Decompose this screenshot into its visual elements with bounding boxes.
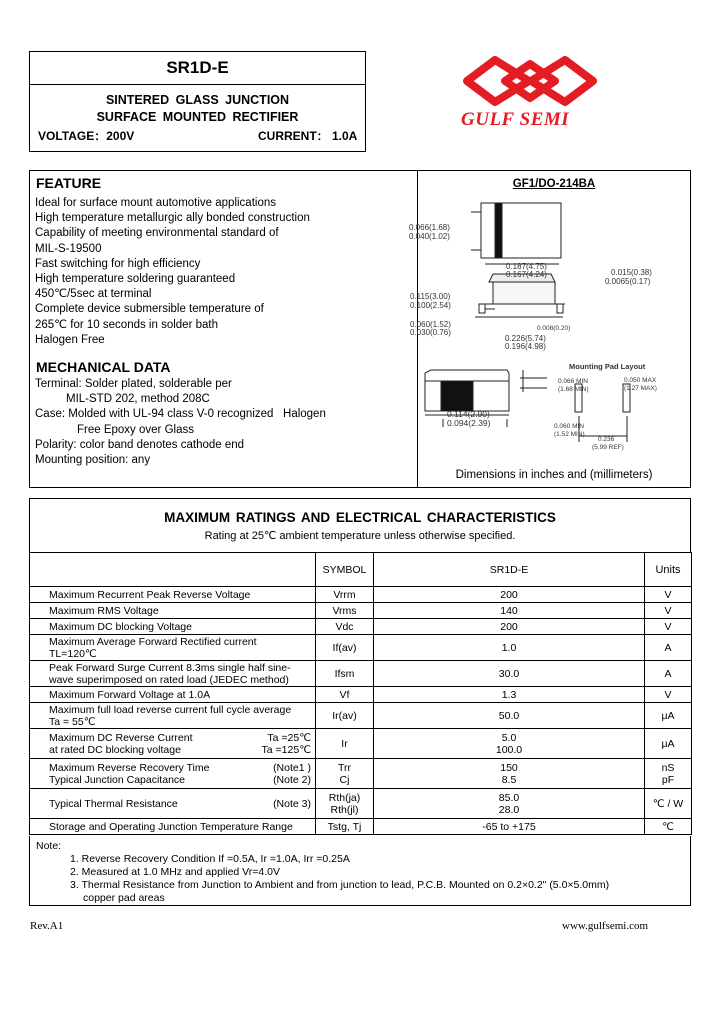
condition-text: (Note1 ) (273, 761, 311, 774)
symbol-cell: Vf (316, 687, 374, 703)
value-line: 100.0 (495, 743, 523, 756)
symbol-cell: If(av) (316, 635, 374, 661)
part-number: SR1D-E (166, 58, 229, 77)
dim-label: 0.008(0.20) (537, 325, 571, 332)
parameter-line: Peak Forward Surge Current 8.3ms single half sine- (49, 661, 291, 674)
ratings-table (29, 552, 692, 835)
feature-item: MIL-S-19500 (35, 242, 102, 255)
table-header-cell: SYMBOL (316, 553, 374, 587)
note-item: 1. Reverse Recovery Condition If =0.5A, Ir =1.0A, Irr =0.25A (70, 853, 350, 865)
parameter-line (49, 762, 311, 774)
dim-label: 0.167(4.24) (506, 270, 547, 279)
value-line: 5.0 (501, 731, 517, 744)
dim-label: 0.187(4.75) (506, 262, 547, 271)
value-cell: 30.0 (374, 661, 645, 687)
note-item: copper pad areas (83, 892, 165, 904)
parameter-line: Maximum full load reverse current full cycle average (49, 703, 292, 716)
parameter-cell (30, 729, 316, 759)
table-row (30, 603, 692, 619)
feature-item: Fast switching for high efficiency (35, 257, 201, 270)
parameter-text: Typical Thermal Resistance (49, 797, 178, 810)
feature-item: High temperature metallurgic ally bonded construction (35, 212, 310, 225)
unit-cell: V (645, 603, 692, 619)
unit-cell: μA (645, 703, 692, 729)
value-line: 28.0 (498, 803, 520, 816)
symbol-line: Trr (337, 761, 352, 774)
parameter-cell (30, 635, 316, 661)
unit-cell: ℃ (645, 819, 692, 835)
symbol-line: Rth(jl) (330, 803, 359, 816)
dim-label: 0.226(5.74) (505, 334, 546, 343)
pad-title: Mounting Pad Layout (569, 362, 646, 371)
value-cell: 50.0 (374, 703, 645, 729)
value-line: 85.0 (498, 791, 520, 804)
table-row (30, 635, 692, 661)
parameter-cell (30, 661, 316, 687)
table-row (30, 729, 692, 759)
feature-box (29, 170, 691, 488)
parameter-cell: Maximum Recurrent Peak Reverse Voltage (30, 587, 316, 603)
ratings-header-box (29, 498, 691, 553)
package-end-view-drawing (519, 368, 549, 398)
unit-line: nS (661, 761, 675, 774)
feature-item: High temperature soldering guaranteed (35, 273, 236, 286)
parameter-line: wave superimposed on rated load (JEDEC method) (49, 673, 289, 686)
unit-cell: V (645, 587, 692, 603)
package-caption: Dimensions in inches and (millimeters) (455, 469, 653, 481)
dim-label: 0.040(1.02) (409, 232, 450, 241)
feature-list (35, 196, 415, 348)
mechanical-list (35, 377, 417, 468)
unit-line: pF (661, 773, 675, 786)
subtitle-line1: SINTERED GLASS JUNCTION (105, 93, 290, 107)
symbol-cell: Tstg, Tj (316, 819, 374, 835)
header-divider (30, 84, 365, 85)
symbol-cell: Ifsm (316, 661, 374, 687)
feature-item: Halogen Free (35, 333, 105, 346)
notes-label: Note: (36, 840, 62, 852)
mechanical-line: Terminal: Solder plated, solderable per (35, 378, 232, 390)
condition-text: (Note 2) (273, 773, 311, 786)
mechanical-line: MIL-STD 202, method 208C (66, 393, 210, 406)
dim-label: 0.030(0.76) (410, 328, 451, 337)
website-link[interactable]: www.gulfsemi.com (562, 920, 649, 932)
value-cell: 200 (374, 619, 645, 635)
ratings-subtitle: Rating at 25℃ ambient temperature unless otherwise specified. (204, 530, 516, 542)
dim-label: 0.066(1.68) (409, 223, 450, 232)
unit-cell (645, 759, 692, 789)
table-header-row (30, 553, 692, 587)
value-line: 150 (500, 761, 518, 774)
dim-label: 0.236 (598, 436, 615, 443)
table-row (30, 819, 692, 835)
subtitle-line2: SURFACE MOUNTED RECTIFIER (96, 110, 299, 124)
symbol-line: Rth(ja) (328, 791, 361, 804)
dim-label: 0.196(4.98) (505, 342, 546, 351)
dim-label: 0.066 MIN (558, 378, 588, 385)
table-header-cell: Units (645, 553, 692, 587)
symbol-cell (316, 789, 374, 819)
parameter-cell: Maximum DC blocking Voltage (30, 619, 316, 635)
parameter-line: Ta = 55℃ (49, 715, 96, 728)
condition-text: Ta =25℃ (267, 731, 311, 744)
value-cell: 1.0 (374, 635, 645, 661)
symbol-cell: Vrms (316, 603, 374, 619)
feature-item: Ideal for surface mount automotive applications (35, 197, 276, 209)
symbol-cell: Ir(av) (316, 703, 374, 729)
unit-cell: A (645, 661, 692, 687)
header-box (29, 51, 366, 152)
parameter-cell (30, 703, 316, 729)
parameter-line: Maximum Average Forward Rectified current (49, 635, 257, 648)
note-item: 2. Measured at 1.0 MHz and applied Vr=4.0V (70, 866, 281, 878)
table-row (30, 703, 692, 729)
condition-text: (Note 3) (273, 797, 311, 810)
symbol-cell: Vrrm (316, 587, 374, 603)
table-header-cell (30, 553, 316, 587)
mechanical-line: Mounting position: any (35, 454, 151, 467)
dim-label: 0.050 MAX (624, 377, 657, 384)
parameter-cell: Maximum RMS Voltage (30, 603, 316, 619)
symbol-cell (316, 759, 374, 789)
value-cell (374, 759, 645, 789)
notes-box (29, 836, 691, 906)
parameter-line (49, 732, 311, 744)
mechanical-line: Free Epoxy over Glass (77, 423, 194, 436)
logo-mark-icon (455, 52, 605, 110)
parameter-line (49, 798, 311, 810)
table-row (30, 587, 692, 603)
gulf-semi-logo (455, 52, 605, 132)
value-cell (374, 729, 645, 759)
parameter-line (49, 744, 311, 756)
ratings-title: MAXIMUM RATINGS AND ELECTRICAL CHARACTERISTICS (164, 510, 556, 525)
table-row (30, 619, 692, 635)
dim-label: 0.0065(0.17) (605, 277, 651, 286)
unit-cell: μA (645, 729, 692, 759)
mechanical-title: MECHANICAL DATA (36, 359, 171, 375)
parameter-line (49, 774, 311, 786)
parameter-cell (30, 759, 316, 789)
feature-item: Complete device submersible temperature of (35, 303, 264, 316)
feature-item: 265℃ for 10 seconds in solder bath (35, 318, 218, 331)
unit-cell: A (645, 635, 692, 661)
dim-label: (5.99 REF) (592, 444, 624, 451)
value-cell: 140 (374, 603, 645, 619)
symbol-line: Cj (339, 773, 350, 786)
parameter-text: at rated DC blocking voltage (49, 743, 181, 756)
dim-label: 0.060(1.52) (410, 320, 451, 329)
feature-item: 450℃/5sec at terminal (35, 288, 152, 301)
mechanical-line: Case: Molded with UL-94 class V-0 recognized Halogen (35, 408, 326, 421)
parameter-text: Typical Junction Capacitance (49, 773, 185, 786)
value-cell: 1.3 (374, 687, 645, 703)
symbol-cell: Vdc (316, 619, 374, 635)
note-item: 3. Thermal Resistance from Junction to Ambient and from junction to lead, P.C.B. Mounted on 0.2×0.2" (5.0×5.0mm) (70, 879, 610, 891)
unit-cell: ℃ / W (645, 789, 692, 819)
unit-cell: V (645, 687, 692, 703)
mechanical-line: Polarity: color band denotes cathode end (35, 438, 245, 451)
parameter-line: TL=120℃ (49, 647, 97, 660)
value-cell: -65 to +175 (374, 819, 645, 835)
dim-label: 0.114(2.90) (447, 409, 490, 419)
parameter-cell: Maximum Forward Voltage at 1.0A (30, 687, 316, 703)
dim-label: 0.060 MIN (554, 423, 584, 430)
value-line: 8.5 (501, 773, 517, 786)
dim-label: 0.100(2.54) (410, 301, 451, 310)
dim-label: 0.094(2.39) (447, 418, 491, 428)
table-row (30, 661, 692, 687)
dim-label: (1.68 MIN) (558, 386, 589, 393)
dim-label: (1.27 MAX) (624, 385, 657, 392)
unit-cell: V (645, 619, 692, 635)
dim-label: (1.52 MIN) (554, 431, 585, 438)
brand-name: GULF SEMI (461, 109, 570, 130)
parameter-text: Maximum DC Reverse Current (49, 731, 193, 744)
current-rating: CURRENT： 1.0A (258, 129, 358, 143)
voltage-rating: VOLTAGE：200V (38, 129, 135, 143)
value-cell (374, 789, 645, 819)
parameter-cell: Storage and Operating Junction Temperature Range (30, 819, 316, 835)
parameter-text: Maximum Reverse Recovery Time (49, 761, 210, 774)
dim-label: 0.115(3.00) (410, 292, 451, 301)
feature-title: FEATURE (36, 175, 102, 191)
package-title: GF1/DO-214BA (512, 178, 596, 190)
condition-text: Ta =125℃ (261, 743, 311, 756)
table-row (30, 687, 692, 703)
parameter-cell (30, 789, 316, 819)
table-row (30, 789, 692, 819)
revision-label: Rev.A1 (30, 920, 64, 932)
feature-item: Capability of meeting environmental standard of (35, 227, 279, 240)
table-row (30, 759, 692, 789)
dim-label: 0.015(0.38) (611, 268, 652, 277)
value-cell: 200 (374, 587, 645, 603)
symbol-cell: Ir (316, 729, 374, 759)
table-header-cell: SR1D-E (374, 553, 645, 587)
